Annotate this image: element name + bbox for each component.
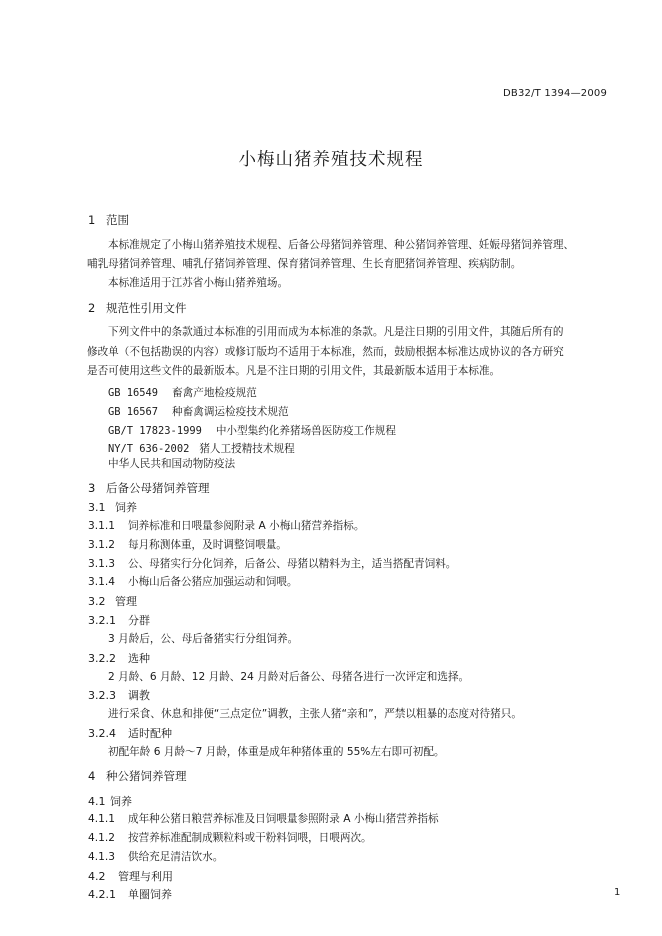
subsection-number: 3.1 (88, 501, 106, 514)
clause-text: 初配年龄 6 月龄～7 月龄，体重是成年种猪体重的 55%左右即可初配。 (108, 746, 445, 758)
clause-number: 3.1.4 (88, 576, 115, 588)
section-title: 后备公母猪饲养管理 (106, 481, 210, 495)
clause-title: 分群 (128, 614, 150, 627)
clause-text: 小梅山后备公猪应加强运动和饲喂。 (128, 576, 298, 588)
section-2-heading (88, 300, 187, 316)
reference-name: 种畜禽调运检疫技术规范 (172, 406, 289, 418)
reference-name: 中小型集约化养猪场兽医防疫工作规程 (215, 425, 396, 437)
reference-item (108, 400, 289, 419)
clause-heading (88, 687, 150, 703)
reference-code: NY/T 636-2002 (108, 443, 190, 455)
clause-heading (88, 650, 150, 666)
reference-code: GB 16549 (108, 387, 159, 399)
document-title: 小梅山猪养殖技术规程 (238, 150, 424, 170)
paragraph-line: 本标准规定了小梅山猪养殖技术规程、后备公母猪饲养管理、种公猪饲养管理、妊娠母猪饲养管理、 (108, 239, 575, 251)
clause-text: 供给充足清洁饮水。 (128, 851, 224, 863)
clause-title: 单圈饲养 (128, 888, 172, 901)
clause-title: 调教 (128, 689, 150, 702)
clause-text: 公、母猪实行分化饲养，后备公、母猪以精料为主，适当搭配青饲料。 (128, 558, 457, 570)
section-4-heading (88, 768, 187, 784)
subsection-number: 3.2 (88, 595, 106, 608)
clause (88, 556, 456, 571)
clause-text: 饲养标准和日喂量参阅附录 A 小梅山猪营养指标。 (128, 520, 365, 532)
section-title: 种公猪饲养管理 (106, 769, 187, 783)
section-title: 范围 (106, 213, 129, 227)
clause-number: 3.2.4 (88, 727, 116, 740)
subsection-title: 饲养 (110, 795, 132, 808)
clause (88, 811, 439, 826)
subsection-heading (88, 868, 173, 884)
clause-number: 3.1.1 (88, 520, 115, 532)
reference-code: GB/T 17823-1999 (108, 425, 202, 437)
clause-text: 按营养标准配制成颗粒料或干粉料饲喂，日喂两次。 (128, 832, 372, 844)
clause (88, 574, 298, 589)
section-number: 2 (88, 301, 96, 315)
standard-code: DB32/T 1394—2009 (503, 88, 608, 99)
page-number: 1 (614, 887, 621, 898)
reference-code: GB 16567 (108, 406, 159, 418)
paragraph-line: 哺乳母猪饲养管理、哺乳仔猪饲养管理、保育猪饲养管理、生长育肥猪饲养管理、疾病防制。 (87, 258, 522, 270)
paragraph-line: 是否可使用这些文件的最新版本。凡是不注日期的引用文件，其最新版本适用于本标准。 (87, 365, 501, 377)
subsection-title: 管理与利用 (118, 870, 173, 883)
section-number: 1 (88, 213, 96, 227)
clause-number: 3.2.1 (88, 614, 116, 627)
reference-item (108, 381, 257, 400)
clause-text: 2 月龄、6 月龄、12 月龄、24 月龄对后备公、母猪各进行一次评定和选择。 (108, 671, 470, 683)
paragraph-line: 本标准适用于江苏省小梅山猪养殖场。 (108, 277, 289, 289)
subsection-heading (88, 499, 137, 515)
paragraph-line: 修改单（不包括勘误的内容）或修订版均不适用于本标准，然而，鼓励根据本标准达成协议的各方研究 (87, 346, 564, 358)
reference-name: 猪人工授精技术规程 (199, 443, 295, 455)
clause-heading (88, 725, 172, 741)
clause (88, 849, 223, 864)
subsection-heading (88, 593, 137, 609)
clause-number: 4.1.2 (88, 832, 115, 844)
clause (88, 518, 364, 533)
clause-number: 3.1.2 (88, 539, 115, 551)
section-number: 3 (88, 481, 96, 495)
subsection-number: 4.2 (88, 870, 106, 883)
clause-text: 每月称测体重，及时调整饲喂量。 (128, 539, 287, 551)
subsection-heading (88, 793, 132, 809)
reference-name: 畜禽产地检疫规范 (172, 387, 257, 399)
section-1-heading (88, 212, 129, 228)
clause-number: 4.1.3 (88, 851, 115, 863)
clause-title: 选种 (128, 652, 150, 665)
clause-text: 成年种公猪日粮营养标准及日饲喂量参照附录 A 小梅山猪营养指标 (128, 813, 439, 825)
clause-number: 3.1.3 (88, 558, 115, 570)
clause-heading (88, 612, 150, 628)
section-3-heading (88, 480, 210, 496)
clause-number: 4.2.1 (88, 888, 116, 901)
subsection-title: 管理 (115, 595, 137, 608)
subsection-number: 4.1 (88, 795, 106, 808)
reference-item (108, 419, 396, 438)
clause-text: 3 月龄后，公、母后备猪实行分组饲养。 (108, 633, 299, 645)
paragraph-line: 下列文件中的条款通过本标准的引用而成为本标准的条款。凡是注日期的引用文件，其随后所有的 (108, 326, 564, 338)
clause-number: 3.2.2 (88, 652, 116, 665)
clause (88, 537, 287, 552)
section-title: 规范性引用文件 (106, 301, 187, 315)
reference-item (108, 437, 295, 456)
clause-title: 适时配种 (128, 727, 172, 740)
clause-heading (88, 886, 172, 902)
clause-number: 3.2.3 (88, 689, 116, 702)
clause-text: 进行采食、休息和排便“三点定位”调教，主张人猪“亲和”，严禁以粗暴的态度对待猪只。 (108, 708, 522, 720)
subsection-title: 饲养 (115, 501, 137, 514)
clause (88, 830, 372, 845)
clause-number: 4.1.1 (88, 813, 115, 825)
reference-law: 中华人民共和国动物防疫法 (108, 458, 236, 470)
section-number: 4 (88, 769, 96, 783)
